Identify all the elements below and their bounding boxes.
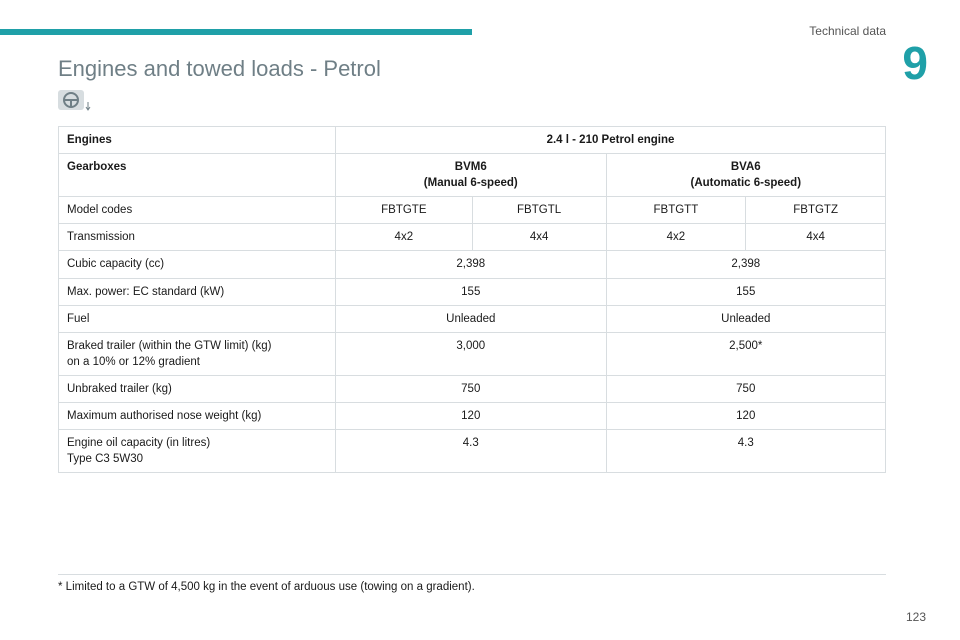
row-label: Transmission bbox=[59, 224, 336, 251]
engine-spec-table bbox=[58, 126, 886, 473]
cell: 4x2 bbox=[606, 224, 746, 251]
row-label: Cubic capacity (cc) bbox=[59, 251, 336, 278]
footnote: * Limited to a GTW of 4,500 kg in the event of arduous use (towing on a gradient). bbox=[58, 581, 475, 593]
cell: FBTGTE bbox=[336, 197, 473, 224]
cell: FBTGTL bbox=[472, 197, 606, 224]
row-label: Model codes bbox=[59, 197, 336, 224]
table-row bbox=[59, 224, 886, 251]
steering-wheel-icon bbox=[58, 90, 92, 112]
cell: FBTGTT bbox=[606, 197, 746, 224]
cell: 2,398 bbox=[336, 251, 607, 278]
row-label: Unbraked trailer (kg) bbox=[59, 375, 336, 402]
cell: 4x4 bbox=[746, 224, 886, 251]
gearbox-manual bbox=[336, 154, 607, 197]
table-row bbox=[59, 305, 886, 332]
row-label-line1: Braked trailer (within the GTW limit) (kg) bbox=[67, 339, 272, 352]
cell: 750 bbox=[336, 375, 607, 402]
gearbox-automatic bbox=[606, 154, 885, 197]
page-title: Engines and towed loads - Petrol bbox=[58, 56, 381, 81]
cell: 120 bbox=[606, 403, 885, 430]
row-label-line1: Engine oil capacity (in litres) bbox=[67, 437, 211, 450]
cell: 4x2 bbox=[336, 224, 473, 251]
footnote-divider bbox=[58, 574, 886, 575]
gearbox-manual-code: BVM6 bbox=[454, 161, 487, 174]
cell: 4x4 bbox=[472, 224, 606, 251]
gearboxes-label: Gearboxes bbox=[59, 154, 336, 197]
gearbox-automatic-desc: (Automatic 6-speed) bbox=[690, 177, 802, 190]
section-name: Technical data bbox=[809, 24, 886, 38]
chapter-number: 9 bbox=[902, 37, 928, 89]
header-accent-bar bbox=[0, 29, 472, 35]
table-row bbox=[59, 278, 886, 305]
cell: 120 bbox=[336, 403, 607, 430]
row-label-line2: on a 10% or 12% gradient bbox=[67, 355, 200, 368]
cell: 4.3 bbox=[606, 430, 885, 473]
cell: 750 bbox=[606, 375, 885, 402]
table-row bbox=[59, 403, 886, 430]
cell: 155 bbox=[336, 278, 607, 305]
table-row bbox=[59, 251, 886, 278]
table-row-engines bbox=[59, 127, 886, 154]
gearbox-manual-desc: (Manual 6-speed) bbox=[423, 177, 518, 190]
page-number: 123 bbox=[905, 610, 926, 624]
cell: 2,398 bbox=[606, 251, 885, 278]
cell: Unleaded bbox=[336, 305, 607, 332]
engines-label: Engines bbox=[59, 127, 336, 154]
cell: 3,000 bbox=[336, 332, 607, 375]
cell: 4.3 bbox=[336, 430, 607, 473]
engine-name: 2.4 l - 210 Petrol engine bbox=[336, 127, 886, 154]
table-row bbox=[59, 197, 886, 224]
cell: 2,500* bbox=[606, 332, 885, 375]
row-label-line2: Type C3 5W30 bbox=[67, 453, 144, 466]
cell: Unleaded bbox=[606, 305, 885, 332]
row-label: Max. power: EC standard (kW) bbox=[59, 278, 336, 305]
row-label bbox=[59, 332, 336, 375]
row-label bbox=[59, 430, 336, 473]
table-row bbox=[59, 332, 886, 375]
table-row-gearboxes bbox=[59, 154, 886, 197]
cell: FBTGTZ bbox=[746, 197, 886, 224]
table-row bbox=[59, 430, 886, 473]
cell: 155 bbox=[606, 278, 885, 305]
row-label: Fuel bbox=[59, 305, 336, 332]
gearbox-automatic-code: BVA6 bbox=[730, 161, 761, 174]
table-row bbox=[59, 375, 886, 402]
row-label: Maximum authorised nose weight (kg) bbox=[59, 403, 336, 430]
